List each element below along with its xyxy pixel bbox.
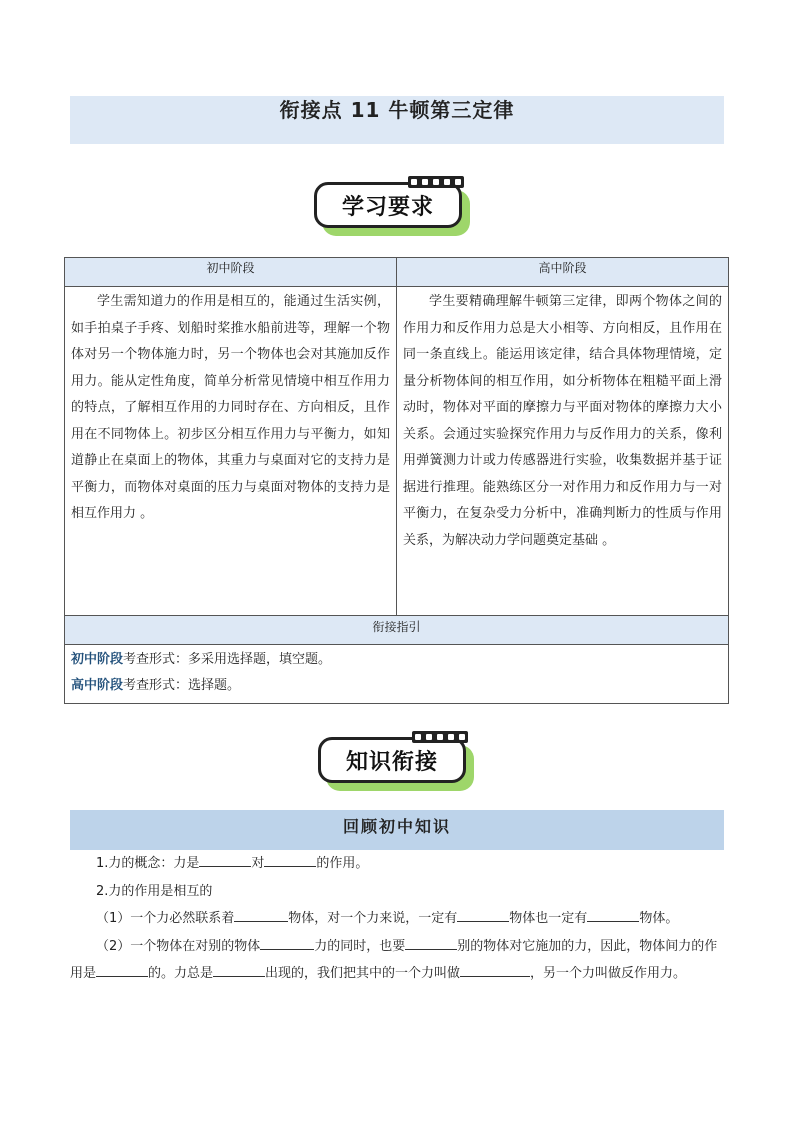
answer-blank[interactable] bbox=[457, 906, 509, 922]
guide-cell bbox=[65, 645, 729, 704]
guide-senior-text: 考查形式：选择题。 bbox=[123, 678, 241, 693]
question-line-1: 1.力的概念：力是 对 的作用。 bbox=[70, 850, 724, 878]
guide-junior-line bbox=[71, 647, 722, 673]
notebook-rings-icon bbox=[412, 731, 468, 743]
study-requirements-badge bbox=[312, 178, 482, 242]
answer-blank[interactable] bbox=[234, 906, 288, 922]
junior-column-header: 初中阶段 bbox=[65, 258, 397, 287]
guide-senior-tag: 高中阶段 bbox=[71, 678, 124, 693]
answer-blank[interactable] bbox=[96, 961, 148, 977]
senior-column-header: 高中阶段 bbox=[397, 258, 729, 287]
junior-requirements-text: 学生需知道力的作用是相互的，能通过生活实例，如手拍桌子手疼、划船时桨推水船前进等，理解一个物体对另一个物体施力时，另一个物体也会对其施加反作用力。能从定性角度，简单分析常见情境中相互作用力的特点，了解相互作用的力同时存在、方向相反，且作用在不同物体上。初步区分相互作用力与平衡力，如知道静止在桌面上的物体，其重力与桌面对它的支持力是平衡力，而物体对桌面的压力与桌面对物体的支持力是相互作用力 。 bbox=[71, 294, 390, 521]
question-line-3: （1）一个力必然联系着 物体，对一个力来说，一定有 物体也一定有 物体。 bbox=[70, 905, 724, 933]
guide-header: 衔接指引 bbox=[65, 616, 729, 645]
review-content bbox=[70, 850, 724, 988]
guide-junior-text: 考查形式：多采用选择题，填空题。 bbox=[123, 652, 332, 667]
question-line-4: （2）一个物体在对别的物体 力的同时，也要 别的物体对它施加的力，因此，物体间力的作用是 的。力总是 出现的，我们把其中的一个力叫做 ，另一个力叫做反作用力。 bbox=[70, 933, 724, 988]
answer-blank[interactable] bbox=[405, 934, 457, 950]
question-line-2: 2.力的作用是相互的 bbox=[96, 883, 213, 899]
requirements-table bbox=[64, 257, 729, 704]
knowledge-link-badge bbox=[316, 733, 486, 797]
notebook-rings-icon bbox=[408, 176, 464, 188]
answer-blank[interactable] bbox=[587, 906, 639, 922]
badge-label: 学习要求 bbox=[314, 182, 462, 228]
review-section-title: 回顾初中知识 bbox=[70, 810, 724, 850]
answer-blank[interactable] bbox=[460, 961, 530, 977]
guide-junior-tag: 初中阶段 bbox=[71, 652, 124, 667]
junior-requirements-cell bbox=[65, 287, 397, 616]
answer-blank[interactable] bbox=[260, 934, 314, 950]
page-title: 衔接点 11 牛顿第三定律 bbox=[279, 98, 515, 122]
title-bar bbox=[70, 96, 724, 144]
guide-senior-line bbox=[71, 673, 722, 699]
senior-requirements-cell bbox=[397, 287, 729, 616]
answer-blank[interactable] bbox=[199, 851, 251, 867]
answer-blank[interactable] bbox=[213, 961, 265, 977]
answer-blank[interactable] bbox=[264, 851, 316, 867]
badge-label: 知识衔接 bbox=[318, 737, 466, 783]
senior-requirements-text: 学生要精确理解牛顿第三定律，即两个物体之间的作用力和反作用力总是大小相等、方向相反，且作用在同一条直线上。能运用该定律，结合具体物理情境，定量分析物体间的相互作用，如分析物体在粗糙平面上滑动时，物体对平面的摩擦力与平面对物体的摩擦力大小关系。会通过实验探究作用力与反作用力的关系，像利用弹簧测力计或力传感器进行实验，收集数据并基于证据进行推理。能熟练区分一对作用力和反作用力与一对平衡力，在复杂受力分析中，准确判断力的性质与作用关系，为解决动力学问题奠定基础 。 bbox=[403, 294, 722, 548]
